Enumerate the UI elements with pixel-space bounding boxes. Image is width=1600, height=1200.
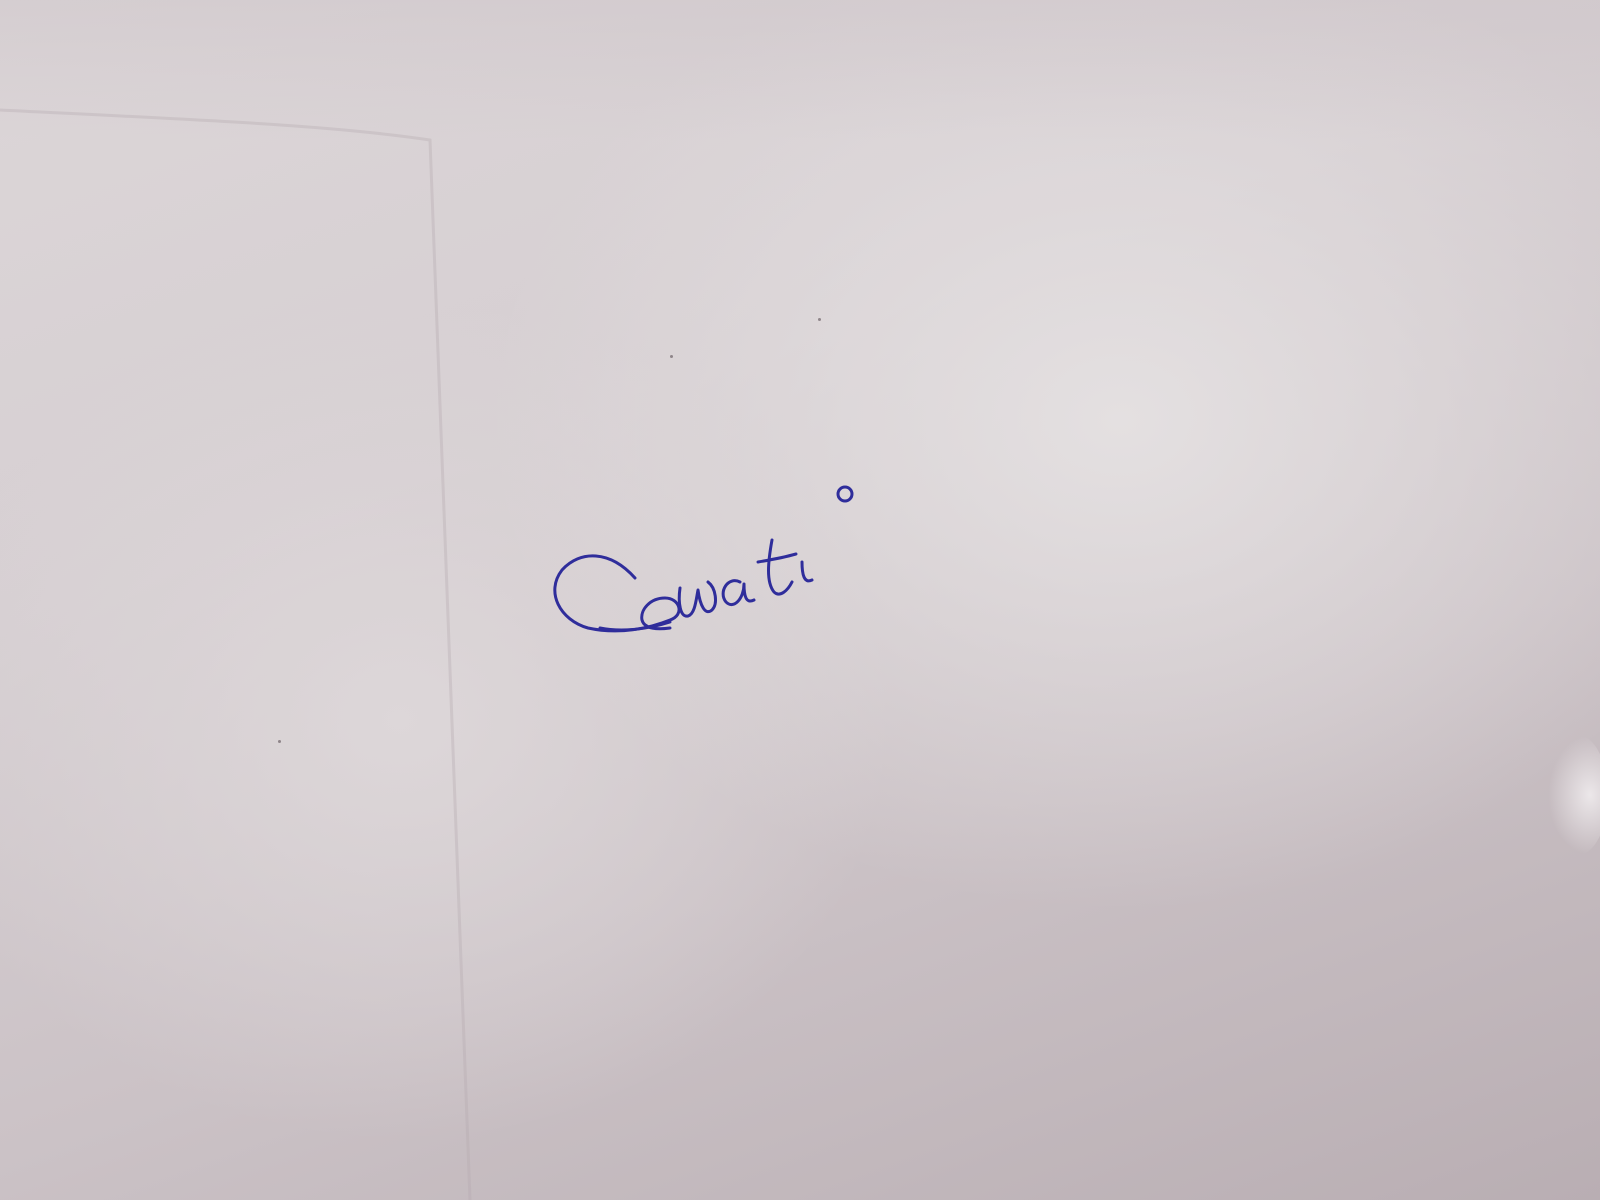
handwritten-signature: [540, 470, 880, 650]
signature-ink: [540, 470, 880, 650]
paper-edge-glare: [1548, 735, 1600, 855]
paper-speck: [670, 355, 673, 358]
paper-speck: [818, 318, 821, 321]
paper-speck: [278, 740, 281, 743]
